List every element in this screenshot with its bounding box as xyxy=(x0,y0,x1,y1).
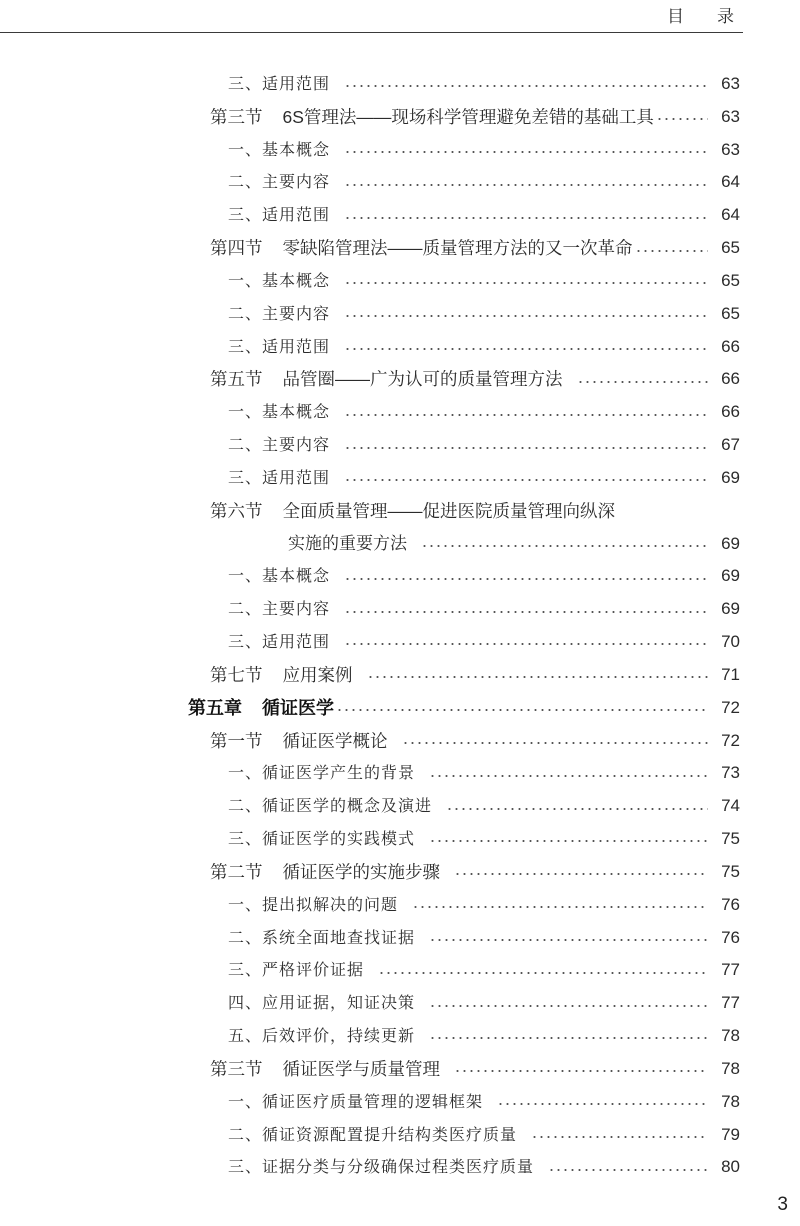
toc-entry-title: 零缺陷管理法——质量管理方法的又一次革命 xyxy=(282,238,633,259)
toc-entry-title: 一、循证医疗质量管理的逻辑框架 xyxy=(228,1091,484,1111)
toc-leader-dots xyxy=(344,85,708,87)
toc-entry[interactable] xyxy=(0,68,800,101)
toc-page-number: 65 xyxy=(721,270,740,290)
toc-entry-label xyxy=(228,889,398,922)
toc-page-number: 64 xyxy=(721,205,740,225)
toc-entry-label xyxy=(210,659,353,692)
toc-entry-label xyxy=(228,134,330,167)
toc-leader-dots xyxy=(336,709,708,711)
toc-leader-dots xyxy=(412,906,708,908)
toc-entry-label xyxy=(228,429,330,462)
toc-entry[interactable] xyxy=(0,987,800,1020)
toc-entry[interactable] xyxy=(0,856,800,889)
toc-entry-number: 第四节 xyxy=(210,238,263,259)
toc-page-number: 75 xyxy=(721,861,740,881)
toc-page-number: 69 xyxy=(721,467,740,487)
toc-entry[interactable] xyxy=(0,790,800,823)
toc-leader-dots xyxy=(378,972,708,974)
toc-page-number: 63 xyxy=(721,106,740,126)
toc-page-number: 69 xyxy=(721,566,740,586)
toc-entry-label xyxy=(210,363,563,396)
toc-leader-dots xyxy=(344,447,708,449)
toc-entry-label xyxy=(228,396,330,429)
toc-entry[interactable] xyxy=(0,265,800,298)
toc-entry-label xyxy=(228,626,330,659)
toc-entry-title: 二、主要内容 xyxy=(228,435,331,455)
toc-entry[interactable] xyxy=(0,1053,800,1086)
toc-entry-title: 品管圈——广为认可的质量管理方法 xyxy=(282,369,563,390)
toc-leader-dots xyxy=(548,1169,708,1171)
toc-page-number: 72 xyxy=(721,697,740,717)
toc-entry-title: 一、基本概念 xyxy=(228,270,331,290)
toc-leader-dots xyxy=(344,643,708,645)
toc-entry-label xyxy=(228,790,432,823)
table-of-contents xyxy=(0,68,800,1184)
toc-entry-number: 第七节 xyxy=(210,664,263,685)
toc-entry-number: 第六节 xyxy=(210,500,263,521)
toc-entry-title: 一、基本概念 xyxy=(228,402,331,422)
toc-entry-label xyxy=(228,757,415,790)
toc-leader-dots xyxy=(344,184,708,186)
toc-leader-dots xyxy=(421,545,708,547)
toc-entry-title: 三、适用范围 xyxy=(228,336,331,356)
toc-leader-dots xyxy=(344,479,708,481)
toc-entry[interactable] xyxy=(0,692,800,725)
toc-entry[interactable] xyxy=(0,495,800,528)
toc-leader-dots xyxy=(429,840,708,842)
toc-leader-dots xyxy=(367,676,709,678)
header-title: 目 录 xyxy=(667,7,742,27)
toc-entry-title: 一、基本概念 xyxy=(228,566,331,586)
toc-leader-dots xyxy=(635,250,709,252)
toc-entry-title: 三、证据分类与分级确保过程类医疗质量 xyxy=(228,1157,535,1177)
toc-leader-dots xyxy=(429,1005,708,1007)
toc-page-number: 63 xyxy=(721,139,740,159)
toc-entry[interactable] xyxy=(0,954,800,987)
toc-leader-dots xyxy=(454,1070,708,1072)
toc-leader-dots xyxy=(531,1136,708,1138)
toc-entry-title: 循证医学概论 xyxy=(282,730,388,751)
toc-page-number: 66 xyxy=(721,369,740,389)
header-rule xyxy=(0,32,743,33)
toc-entry[interactable] xyxy=(0,560,800,593)
toc-entry[interactable] xyxy=(0,298,800,331)
toc-entry-title: 三、适用范围 xyxy=(228,632,331,652)
toc-entry-label xyxy=(210,495,615,528)
toc-entry-label xyxy=(210,1053,440,1086)
toc-page-number: 70 xyxy=(721,632,740,652)
toc-entry-label xyxy=(228,593,330,626)
toc-entry-title: 二、主要内容 xyxy=(228,172,331,192)
toc-page-number: 77 xyxy=(721,993,740,1013)
toc-page-number: 79 xyxy=(721,1124,740,1144)
toc-entry-label xyxy=(228,987,415,1020)
toc-entry[interactable] xyxy=(0,1151,800,1184)
toc-leader-dots xyxy=(454,873,708,875)
toc-entry-label xyxy=(228,1020,415,1053)
toc-entry-label xyxy=(228,462,330,495)
toc-entry-label xyxy=(210,232,633,265)
toc-entry[interactable] xyxy=(0,396,800,429)
toc-entry-title: 五、后效评价，持续更新 xyxy=(228,1026,416,1046)
toc-entry[interactable] xyxy=(0,889,800,922)
toc-entry-label xyxy=(228,199,330,232)
toc-leader-dots xyxy=(429,775,708,777)
toc-entry-label xyxy=(228,823,415,856)
toc-page-number: 78 xyxy=(721,1058,740,1078)
toc-entry-title: 循证医学与质量管理 xyxy=(282,1058,440,1079)
toc-entry-label xyxy=(228,1119,517,1152)
toc-entry[interactable] xyxy=(0,823,800,856)
toc-leader-dots xyxy=(402,742,709,744)
toc-entry-title: 三、适用范围 xyxy=(228,74,331,93)
toc-entry[interactable] xyxy=(0,232,800,265)
toc-entry[interactable] xyxy=(0,166,800,199)
toc-entry-title: 三、适用范围 xyxy=(228,467,331,487)
toc-leader-dots xyxy=(344,151,708,153)
toc-page-number: 67 xyxy=(721,435,740,455)
toc-leader-dots xyxy=(344,282,708,284)
toc-entry-label xyxy=(228,954,364,987)
page-number: 3 xyxy=(777,1194,788,1215)
toc-entry-number: 第三节 xyxy=(210,1058,263,1079)
toc-entry[interactable] xyxy=(0,331,800,364)
toc-entry-label xyxy=(228,68,330,101)
toc-entry[interactable] xyxy=(0,1086,800,1119)
toc-entry-title: 二、循证医学的概念及演进 xyxy=(228,796,433,816)
toc-page-number: 72 xyxy=(721,730,740,750)
toc-entry[interactable] xyxy=(0,101,800,134)
toc-entry-title: 二、主要内容 xyxy=(228,303,331,323)
toc-entry-number: 第三节 xyxy=(210,106,263,127)
toc-entry-title: 二、循证资源配置提升结构类医疗质量 xyxy=(228,1124,518,1144)
toc-entry-title: 四、应用证据，知证决策 xyxy=(228,993,416,1013)
toc-entry-title: 一、基本概念 xyxy=(228,139,331,159)
toc-leader-dots xyxy=(497,1103,708,1105)
toc-entry[interactable] xyxy=(0,757,800,790)
toc-entry[interactable] xyxy=(0,1119,800,1152)
toc-entry[interactable] xyxy=(0,199,800,232)
toc-entry-label xyxy=(210,725,388,758)
toc-page-number: 77 xyxy=(721,960,740,980)
toc-entry-label xyxy=(228,560,330,593)
toc-leader-dots xyxy=(344,348,708,350)
toc-entry-title: 实施的重要方法 xyxy=(288,533,407,554)
toc-entry[interactable] xyxy=(0,725,800,758)
toc-entry-label xyxy=(188,692,334,725)
toc-entry-title: 三、循证医学的实践模式 xyxy=(228,829,416,849)
toc-entry-number: 第五节 xyxy=(210,369,263,390)
toc-leader-dots xyxy=(344,611,708,613)
toc-leader-dots xyxy=(429,939,708,941)
toc-entry-label xyxy=(210,856,440,889)
toc-entry[interactable] xyxy=(0,626,800,659)
toc-entry-title: 循证医学 xyxy=(262,697,334,718)
toc-entry-title: 二、主要内容 xyxy=(228,599,331,619)
toc-leader-dots xyxy=(344,217,708,219)
toc-leader-dots xyxy=(577,381,709,383)
toc-entry-title: 三、适用范围 xyxy=(228,205,331,225)
toc-entry-label xyxy=(228,298,330,331)
toc-entry-title: 循证医学的实施步骤 xyxy=(282,861,440,882)
toc-entry-label xyxy=(288,528,407,561)
toc-page-number: 69 xyxy=(721,533,740,553)
toc-page-number: 65 xyxy=(721,238,740,258)
toc-entry-number: 第五章 xyxy=(188,697,242,718)
toc-entry[interactable] xyxy=(0,659,800,692)
toc-entry-label xyxy=(210,101,654,134)
toc-leader-dots xyxy=(656,118,708,120)
toc-entry-title: 一、提出拟解决的问题 xyxy=(228,894,399,914)
toc-entry-label xyxy=(228,265,330,298)
toc-page-number: 65 xyxy=(721,303,740,323)
toc-entry-label xyxy=(228,166,330,199)
toc-entry-title: 应用案例 xyxy=(282,664,353,685)
toc-entry-title: 三、严格评价证据 xyxy=(228,960,365,980)
toc-page-number: 69 xyxy=(721,599,740,619)
toc-entry-label xyxy=(228,922,415,955)
toc-leader-dots xyxy=(344,578,708,580)
toc-page-number: 64 xyxy=(721,172,740,192)
toc-entry-title: 6S管理法——现场科学管理避免差错的基础工具 xyxy=(282,106,654,127)
toc-page-number: 78 xyxy=(721,1091,740,1111)
toc-page-number: 66 xyxy=(721,336,740,356)
toc-entry[interactable] xyxy=(0,922,800,955)
toc-page-number: 73 xyxy=(721,763,740,783)
toc-entry-title: 一、循证医学产生的背景 xyxy=(228,763,416,783)
toc-entry[interactable] xyxy=(0,593,800,626)
toc-entry-number: 第二节 xyxy=(210,861,263,882)
toc-page-number: 80 xyxy=(721,1157,740,1177)
toc-entry-title: 二、系统全面地查找证据 xyxy=(228,927,416,947)
toc-leader-dots xyxy=(429,1037,708,1039)
toc-leader-dots xyxy=(446,808,708,810)
toc-leader-dots xyxy=(344,315,708,317)
toc-page-number: 63 xyxy=(721,74,740,93)
toc-page-number: 78 xyxy=(721,1026,740,1046)
toc-entry-label xyxy=(228,1151,534,1184)
toc-entry[interactable] xyxy=(0,462,800,495)
toc-page-number: 66 xyxy=(721,402,740,422)
toc-entry-label xyxy=(228,1086,483,1119)
toc-entry[interactable] xyxy=(0,134,800,167)
toc-entry[interactable] xyxy=(0,429,800,462)
toc-entry[interactable] xyxy=(0,1020,800,1053)
toc-page-number: 74 xyxy=(721,796,740,816)
toc-page-number: 76 xyxy=(721,894,740,914)
toc-entry[interactable] xyxy=(0,528,800,561)
toc-entry-number: 第一节 xyxy=(210,730,263,751)
toc-page-number: 71 xyxy=(721,664,740,684)
toc-entry-title: 全面质量管理——促进医院质量管理向纵深 xyxy=(282,500,615,521)
toc-entry[interactable] xyxy=(0,363,800,396)
toc-page-number: 76 xyxy=(721,927,740,947)
toc-leader-dots xyxy=(344,414,708,416)
toc-entry-label xyxy=(228,331,330,364)
toc-page-number: 75 xyxy=(721,829,740,849)
